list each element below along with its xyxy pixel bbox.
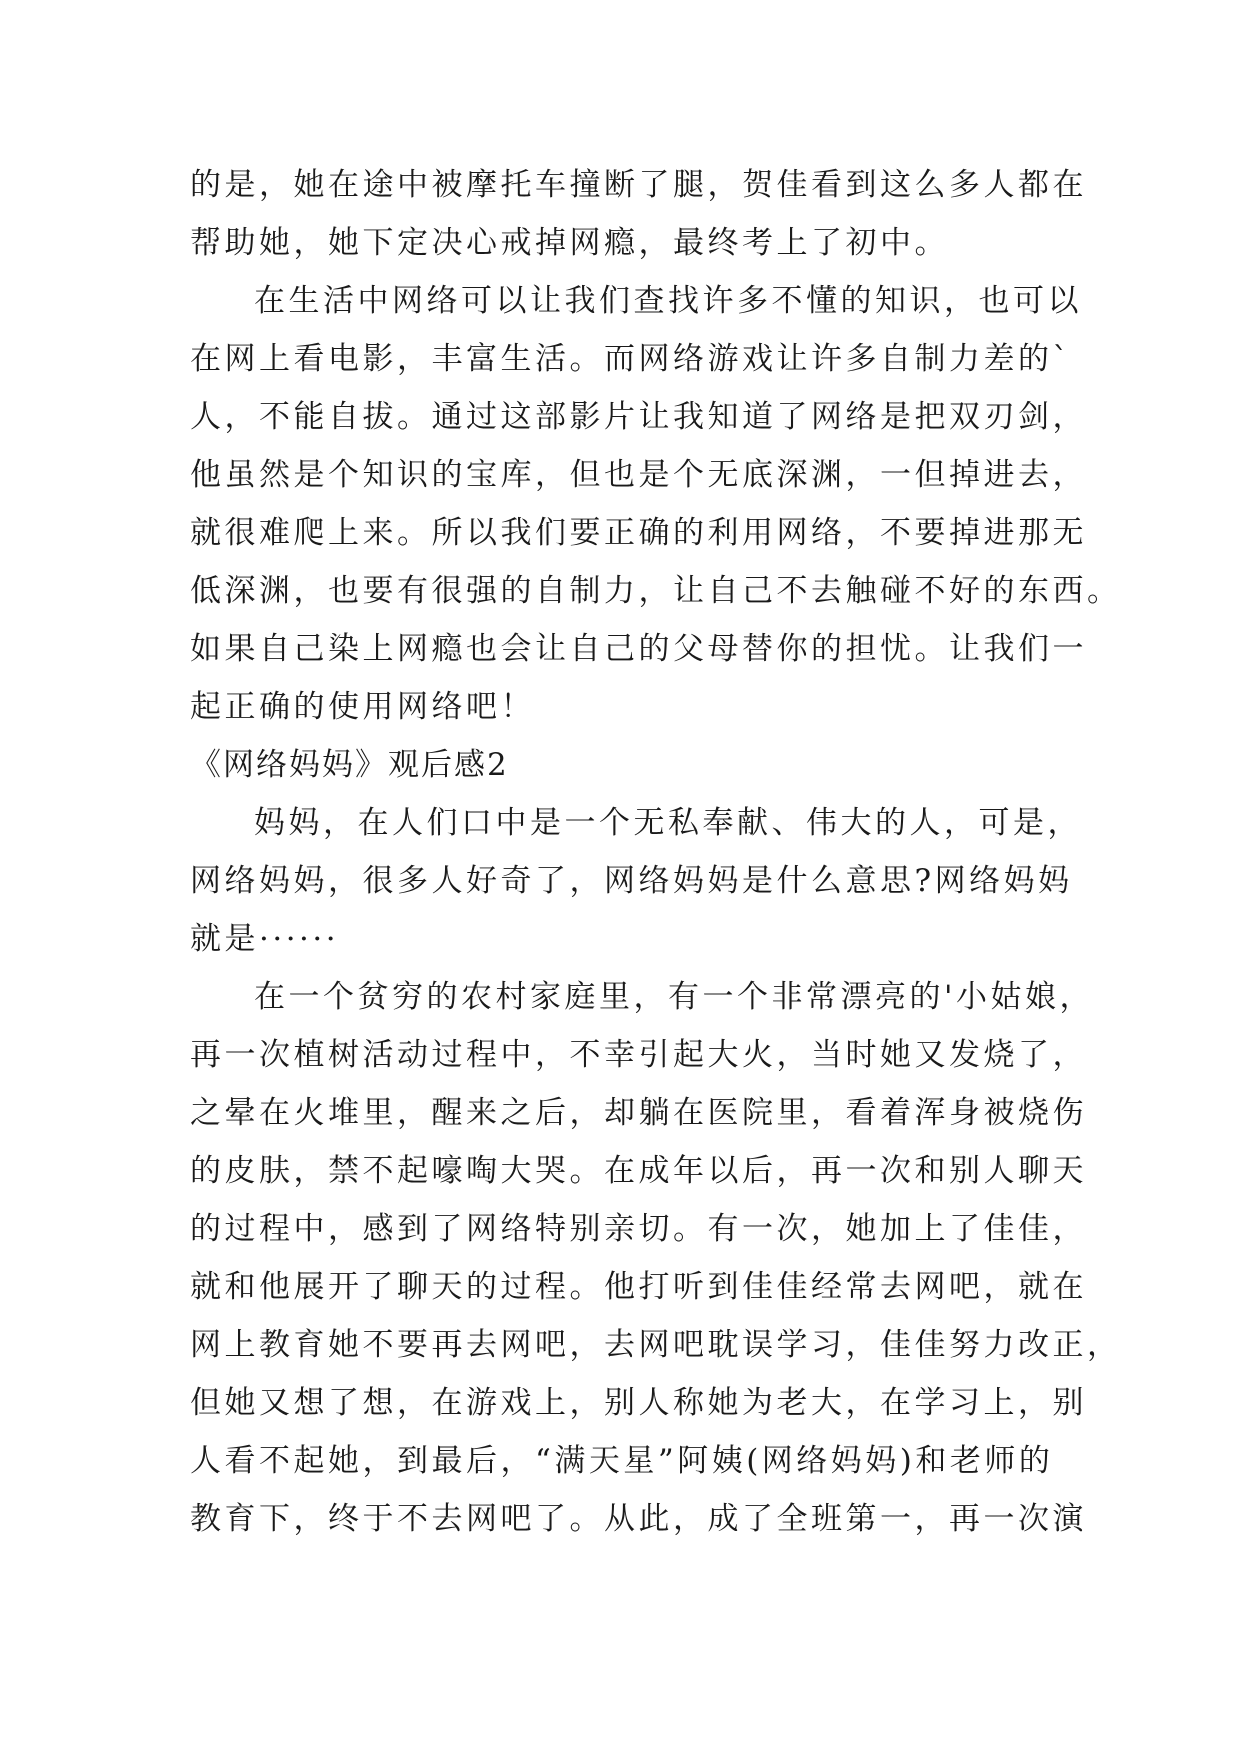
document-body <box>190 156 1122 1548</box>
paragraph-line: 在生活中网络可以让我们查找许多不懂的知识，也可以 <box>254 283 1082 319</box>
paragraph-line: 就是······ <box>190 921 340 957</box>
paragraph-line: 的是，她在途中被摩托车撞断了腿，贺佳看到这么多人都在 <box>190 167 1087 203</box>
paragraph-line: 就很难爬上来。所以我们要正确的利用网络，不要掉进那无 <box>190 515 1087 551</box>
paragraph-line: 人，不能自拔。通过这部影片让我知道了网络是把双刃剑， <box>190 399 1087 435</box>
paragraph-line: 妈妈，在人们口中是一个无私奉献、伟大的人，可是， <box>254 805 1082 841</box>
paragraph-line: 如果自己染上网瘾也会让自己的父母替你的担忧。让我们一 <box>190 631 1087 667</box>
paragraph-line: 网上教育她不要再去网吧，去网吧耽误学习，佳佳努力改正， <box>190 1327 1122 1363</box>
paragraph-line: 但她又想了想，在游戏上，别人称她为老大，在学习上，别 <box>190 1385 1087 1421</box>
paragraph-line: 他虽然是个知识的宝库，但也是个无底深渊，一但掉进去， <box>190 457 1087 493</box>
paragraph-line: 帮助她，她下定决心戒掉网瘾，最终考上了初中。 <box>190 225 949 261</box>
paragraph-line: 在网上看电影，丰富生活。而网络游戏让许多自制力差的` <box>190 341 1072 377</box>
paragraph-line: 就和他展开了聊天的过程。他打听到佳佳经常去网吧，就在 <box>190 1269 1087 1305</box>
paragraph-line: 之晕在火堆里，醒来之后，却躺在医院里，看着浑身被烧伤 <box>190 1095 1087 1131</box>
paragraph-line: 人看不起她，到最后，“满天星”阿姨(网络妈妈)和老师的 <box>190 1443 1054 1479</box>
paragraph-line: 再一次植树活动过程中，不幸引起大火，当时她又发烧了， <box>190 1037 1087 1073</box>
paragraph-line: 在一个贫穷的农村家庭里，有一个非常漂亮的'小姑娘， <box>254 979 1095 1015</box>
section-title: 《网络妈妈》观后感2 <box>190 747 509 783</box>
paragraph-line: 的过程中，感到了网络特别亲切。有一次，她加上了佳佳， <box>190 1211 1087 1247</box>
paragraph-line: 的皮肤，禁不起嚎啕大哭。在成年以后，再一次和别人聊天 <box>190 1153 1087 1189</box>
paragraph-line: 网络妈妈，很多人好奇了，网络妈妈是什么意思?网络妈妈 <box>190 863 1073 899</box>
paragraph-line: 起正确的使用网络吧！ <box>190 689 535 725</box>
paragraph-line: 低深渊，也要有很强的自制力，让自己不去触碰不好的东西。 <box>190 573 1122 609</box>
paragraph-line: 教育下，终于不去网吧了。从此，成了全班第一，再一次演 <box>190 1501 1087 1537</box>
